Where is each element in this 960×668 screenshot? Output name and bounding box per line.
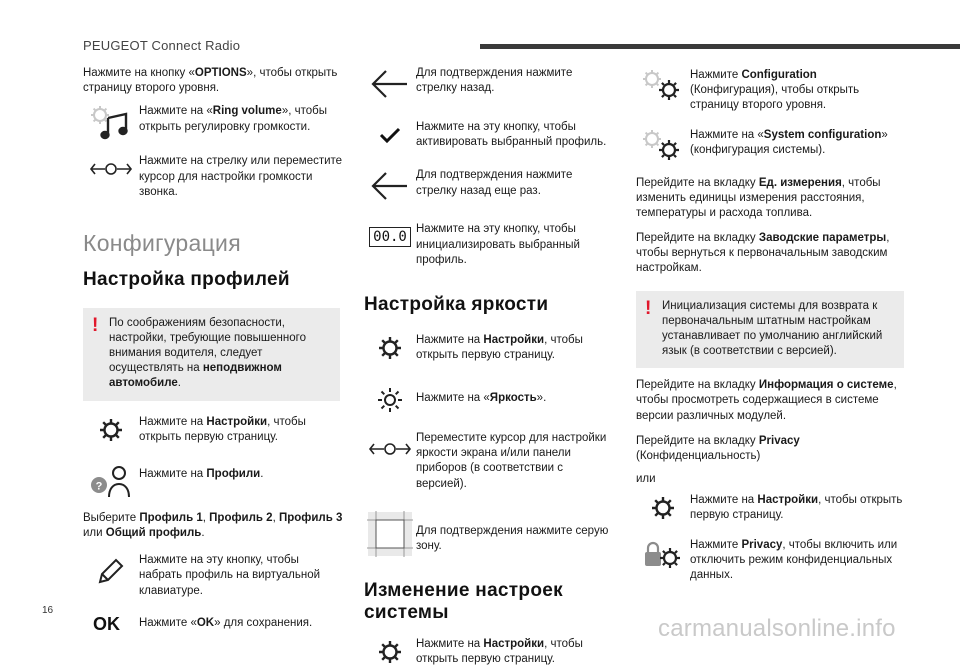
check-text: Нажмите на эту кнопку, чтобы активировать выбранный профиль. (416, 121, 607, 149)
settings-text-2: Нажмите на Настройки, чтобы открыть первую страницу. (416, 333, 583, 361)
privacy-paragraph: Перейдите на вкладку Privacy (Конфиденциальность) (636, 434, 800, 462)
settings-row (83, 415, 345, 445)
language-warning: ! Инициализация системы для возврата к первоначальным штатным настройкам устанавливает по умолчанию английский язык (в соответствии с версией). (636, 291, 904, 369)
brightness-heading: Настройка яркости (364, 293, 549, 315)
check-row (364, 120, 614, 150)
column-3 (636, 68, 906, 583)
system-settings-heading: Изменение настроек системы (364, 579, 563, 624)
gear-icon (643, 70, 661, 88)
system-config-icon (636, 128, 690, 164)
back2-row (364, 168, 614, 204)
back-arrow-icon (364, 66, 416, 102)
gear-icon (364, 637, 416, 667)
gear-icon (636, 493, 690, 523)
configuration-icon (636, 68, 690, 104)
settings-text-4: Нажмите на Настройки, чтобы открыть первую страницу. (690, 494, 903, 522)
grey-zone-row (364, 510, 614, 558)
settings-row-2 (364, 333, 614, 363)
settings-text-3: Нажмите на Настройки, чтобы открыть первую страницу. (416, 638, 583, 666)
ok-text: Нажмите «OK» для сохранения. (139, 616, 313, 629)
gear-icon (91, 106, 109, 124)
header-bar (480, 44, 960, 49)
brightness-text: Нажмите на «Яркость». (416, 392, 547, 404)
slider-row (83, 154, 345, 200)
column-1 (83, 66, 345, 637)
system-config-row (636, 128, 906, 164)
choose-profile-paragraph: Выберите Профиль 1, Профиль 2, Профиль 3 или Общий профиль. (83, 511, 343, 540)
ring-volume-icon (83, 104, 139, 140)
slider-icon (364, 431, 416, 467)
settings-row-4 (636, 493, 906, 523)
gear-icon (660, 548, 680, 568)
profiles-text: Нажмите на Профили. (139, 467, 264, 480)
gear-icon (364, 333, 416, 363)
warning-icon: ! (92, 314, 99, 336)
ring-volume-row (83, 104, 345, 140)
reset-text: Нажмите на эту кнопку, чтобы инициализировать выбранный профиль. (416, 223, 580, 266)
config-heading: Конфигурация (83, 229, 241, 256)
pencil-row (83, 553, 345, 599)
privacy-text: Нажмите Privacy, чтобы включить или отключить режим конфиденциальных данных. (690, 538, 898, 581)
pencil-icon (83, 553, 139, 589)
safety-warning: ! По соображениям безопасности, настройки, требующие повышенного внимания водителя, следует осуществлять на неподвижном автомобиле. (83, 308, 340, 401)
configuration-text: Нажмите Configuration (Конфигурация), чтобы открыть страницу второго уровня. (690, 69, 860, 112)
configuration-row (636, 68, 906, 114)
gear-icon (83, 415, 139, 445)
column-2 (364, 66, 614, 668)
profiles-row (83, 463, 345, 499)
question-icon (91, 477, 107, 493)
settings-text: Нажмите на Настройки, чтобы открыть первую страницу. (139, 415, 306, 443)
back1-text: Для подтверждения нажмите стрелку назад. (416, 67, 573, 95)
profiles-heading: Настройка профилей (83, 268, 290, 290)
brightness-row (364, 385, 614, 415)
check-icon (364, 120, 416, 150)
brightness-slider-text: Переместите курсор для настройки яркости экрана и/или панели приборов (в соответствии с версией). (416, 432, 607, 490)
back-arrow-icon (364, 168, 416, 204)
person-icon (109, 467, 129, 497)
settings-row-3 (364, 637, 614, 667)
reset-icon: 00.0 (364, 222, 416, 252)
info-paragraph: Перейдите на вкладку Информация о системе, чтобы просмотреть содержащиеся в системе версии различных модулей. (636, 379, 897, 422)
brightness-slider-row (364, 431, 614, 492)
pencil-text: Нажмите на эту кнопку, чтобы набрать профиль на виртуальной клавиатуре. (139, 554, 321, 597)
gear-icon (659, 140, 679, 160)
privacy-row (636, 538, 906, 584)
units-paragraph: Перейдите на вкладку Ед. измерения, чтобы изменить единицы измерения расстояния, температуры и расхода топлива. (636, 176, 881, 219)
page-number: 16 (42, 605, 54, 616)
profile-icon (83, 463, 139, 499)
grey-zone-text: Для подтверждения нажмите серую зону. (416, 524, 609, 552)
system-config-text: Нажмите на «System configuration» (конфигурация системы). (690, 128, 888, 156)
grey-zone-icon (364, 510, 416, 558)
back1-row (364, 66, 614, 102)
options-paragraph: Нажмите на кнопку «OPTIONS», чтобы открыть страницу второго уровня. (83, 67, 338, 95)
back2-text: Для подтверждения нажмите стрелку назад еще раз. (416, 169, 573, 197)
reset-row (364, 222, 614, 268)
ring-volume-text: Нажмите на «Ring volume», чтобы открыть регулировку громкости. (139, 105, 327, 133)
factory-paragraph: Перейдите на вкладку Заводские параметры, чтобы вернуться к первоначальным заводским настройкам. (636, 232, 890, 275)
ok-icon: OK (93, 614, 120, 635)
slider-text: Нажмите на стрелку или переместите курсор для настройки громкости звонка. (139, 155, 343, 198)
warning-icon: ! (645, 297, 652, 319)
lock-icon (645, 543, 661, 566)
gear-icon (643, 130, 661, 148)
privacy-icon (636, 538, 690, 574)
ok-row (83, 613, 345, 637)
slider-icon (83, 154, 139, 184)
brightness-icon (364, 385, 416, 415)
watermark: carmanualsonline.info (658, 615, 896, 642)
header-title: PEUGEOT Connect Radio (83, 38, 241, 53)
svg-text:?: ? (95, 480, 103, 493)
or-text: или (636, 473, 656, 486)
gear-icon (659, 80, 679, 100)
